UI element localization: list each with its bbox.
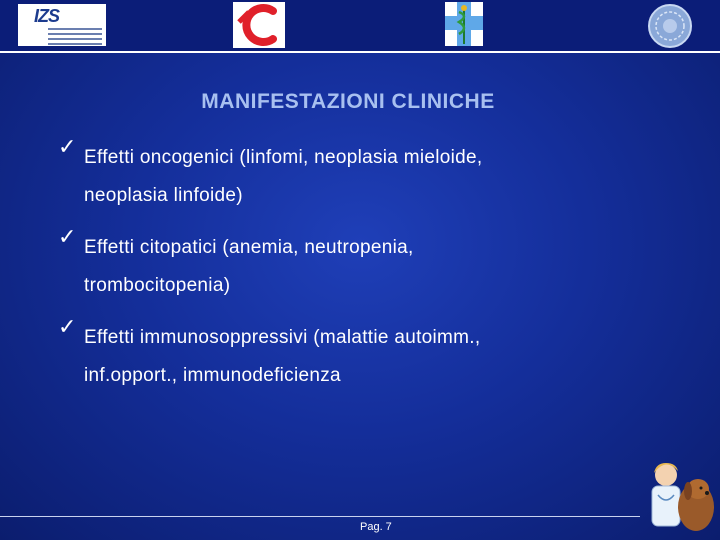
caduceus-icon — [445, 2, 483, 46]
seal-logo — [645, 3, 695, 49]
red-c-icon — [233, 2, 285, 48]
bullet-line-2: trombocitopenia) — [84, 275, 231, 296]
bullet-line-2: neoplasia linfoide) — [84, 185, 243, 206]
caduceus-logo — [445, 2, 483, 46]
izs-logo — [18, 4, 106, 46]
bullet-line-1: Effetti oncogenici (linfomi, neoplasia mieloide, — [84, 147, 483, 168]
checkmark-icon: ✓ — [58, 135, 77, 160]
bullet-item — [58, 225, 658, 305]
veterinarian-dog-clipart-icon — [640, 455, 720, 540]
checkmark-icon: ✓ — [58, 315, 77, 340]
izs-logo-caption — [48, 28, 102, 46]
footer-divider — [0, 516, 640, 517]
seal-icon — [645, 3, 695, 49]
red-c-logo — [233, 2, 285, 48]
page-number: Pag. 7 — [360, 521, 392, 533]
checkmark-icon: ✓ — [58, 225, 77, 250]
bullet-line-1: Effetti citopatici (anemia, neutropenia, — [84, 237, 414, 258]
bullet-line-2: inf.opport., immunodeficienza — [84, 365, 341, 386]
bullet-item — [58, 135, 658, 215]
izs-logo-text: IZS — [34, 6, 60, 26]
header-band — [0, 0, 720, 52]
bullet-line-1: Effetti immunosoppressivi (malattie autoimm., — [84, 327, 481, 348]
slide-title: MANIFESTAZIONI CLINICHE — [201, 90, 495, 113]
header-divider — [0, 51, 720, 53]
bullet-item — [58, 315, 658, 395]
